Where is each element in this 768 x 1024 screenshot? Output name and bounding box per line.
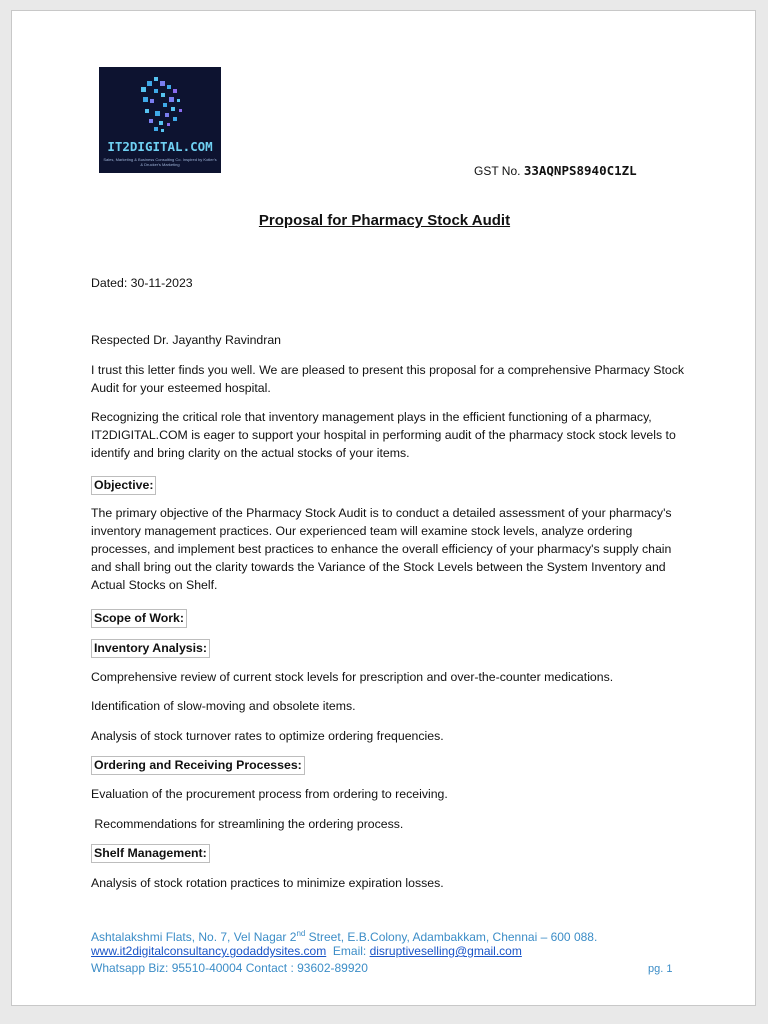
recognition-paragraph: Recognizing the critical role that inventory management plays in the efficient functioning of a pharmacy, IT2DIGITAL.COM is eager to support your hospital in performing audit of the pharmacy stock stock levels to identify and bring clarity on the actual stocks of your items.	[91, 410, 676, 460]
document-page	[11, 10, 756, 1006]
logo-wordmark: IT2DIGITAL.COM	[107, 139, 213, 154]
objective-heading: Objective:	[91, 476, 156, 495]
footer-links	[91, 943, 522, 959]
date-line: Dated: 30-11-2023	[91, 276, 193, 290]
list-item: Analysis of stock turnover rates to optimize ordering frequencies.	[91, 729, 444, 743]
gst-value: 33AQNPS8940C1ZL	[523, 163, 637, 178]
salutation: Respected Dr. Jayanthy Ravindran	[91, 333, 282, 347]
page-number: pg. 1	[648, 963, 673, 975]
email-link[interactable]: disruptiveselling@gmail.com	[369, 944, 522, 958]
website-link[interactable]: www.it2digitalconsultancy.godaddysites.com	[91, 944, 327, 958]
gst-label: GST No.	[474, 164, 521, 178]
intro-paragraph: I trust this letter finds you well. We are pleased to present this proposal for a comprehensive Pharmacy Stock Audit for your esteemed hospital.	[91, 363, 685, 395]
list-item: Comprehensive review of current stock levels for prescription and over-the-counter medications.	[91, 670, 614, 684]
inventory-heading: Inventory Analysis:	[91, 639, 210, 658]
scope-heading: Scope of Work:	[91, 609, 187, 628]
document-title: Proposal for Pharmacy Stock Audit	[258, 212, 511, 229]
ordering-heading: Ordering and Receiving Processes:	[91, 756, 305, 775]
email-label: Email:	[332, 944, 367, 958]
company-logo	[99, 67, 221, 173]
list-item: Analysis of stock rotation practices to minimize expiration losses.	[91, 876, 444, 890]
list-item: Evaluation of the procurement process from ordering to receiving.	[91, 787, 448, 801]
gst-number	[474, 163, 637, 178]
address-part: Street, E.B.Colony, Adambakkam, Chennai – 600 088.	[305, 930, 598, 944]
logo-tagline: Sales, Marketing & Business Consulting Co. Inspired by Kotler's & Drucker's Marketing	[103, 157, 217, 167]
list-item: Identification of slow-moving and obsolete items.	[91, 699, 356, 713]
address-part: Ashtalakshmi Flats, No. 7, Vel Nagar 2	[91, 930, 297, 944]
objective-paragraph: The primary objective of the Pharmacy Stock Audit is to conduct a detailed assessment of your pharmacy's inventory management practices. Our experienced team will examine stock levels, analyze ordering processes, and implement best practices to enhance the overall efficiency of your pharmacy's supply chain and shall bring out the clarity towards the Variance of the Stock Levels between the System Inventory and Actual Stocks on Shelf.	[91, 506, 672, 592]
list-item: Recommendations for streamlining the ordering process.	[91, 817, 404, 831]
shelf-heading: Shelf Management:	[91, 844, 210, 863]
footer-contact: Whatsapp Biz: 95510-40004 Contact : 93602-89920	[91, 961, 368, 975]
address-superscript: nd	[296, 929, 306, 938]
